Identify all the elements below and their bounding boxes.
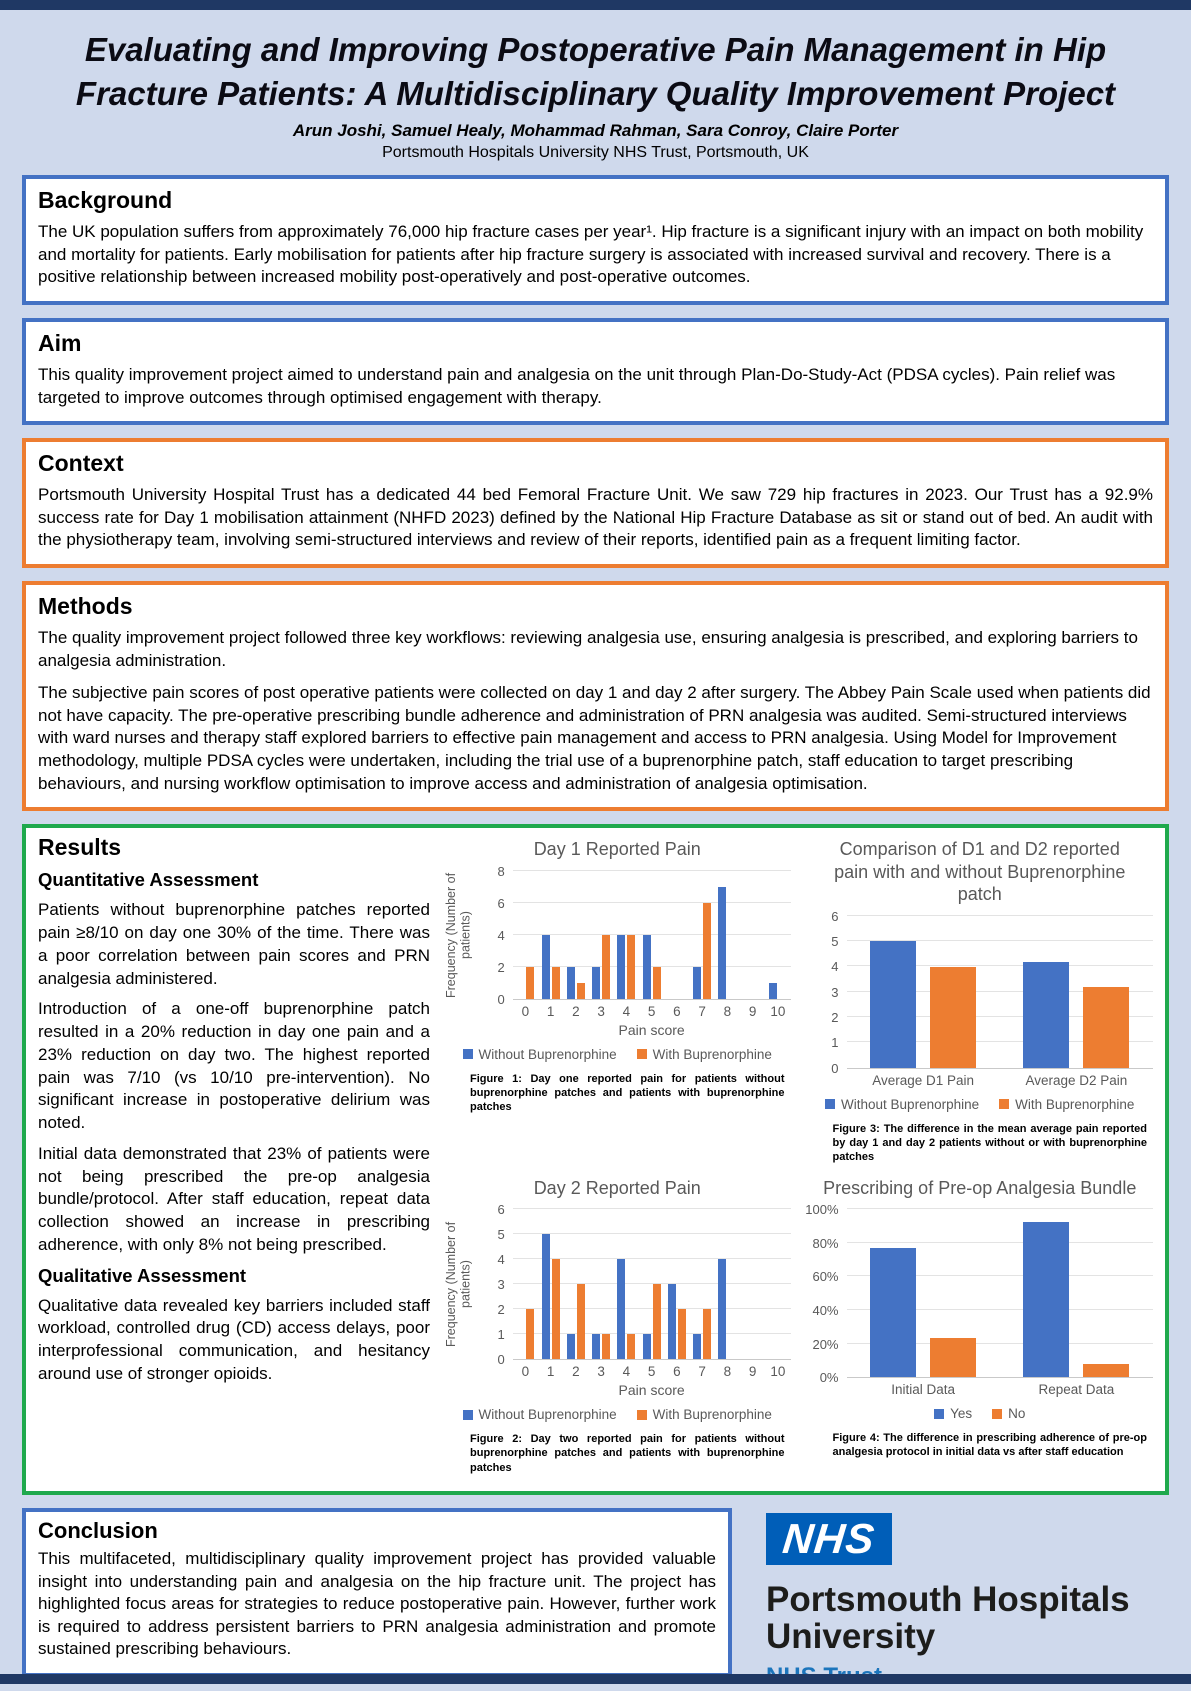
bar <box>526 967 534 999</box>
bar <box>930 1338 976 1377</box>
y-tick-label: 20% <box>812 1336 839 1352</box>
x-tick-label: 6 <box>673 1364 681 1380</box>
chart-title: Comparison of D1 and D2 reported pain with and without Buprenorphine patch <box>834 839 1126 905</box>
bar <box>693 1334 701 1359</box>
figure-3-caption: Figure 3: The difference in the mean average pain reported by day 1 and day 2 patients without or with buprenorphine patches <box>832 1122 1147 1164</box>
bar <box>542 1234 550 1359</box>
legend-item <box>463 1407 617 1422</box>
x-tick-label: Average D2 Pain <box>1025 1072 1128 1088</box>
y-tick-label: 2 <box>831 1010 839 1026</box>
bar-group <box>614 935 639 999</box>
chart-title: Day 1 Reported Pain <box>533 839 701 860</box>
x-tick-label: 9 <box>748 1364 757 1380</box>
legend-item <box>637 1407 772 1422</box>
bar <box>542 935 550 999</box>
bar-group <box>538 1234 563 1359</box>
quantitative-paragraph-1: Patients without buprenorphine patches reported pain ≥8/10 on day one 30% of the time. There was a poor correlation between pain scores and PRN analgesia administered. <box>38 900 430 988</box>
y-tick-label: 6 <box>831 908 839 924</box>
bar <box>627 1334 635 1359</box>
conclusion-heading: Conclusion <box>38 1518 158 1544</box>
bar-group <box>639 935 664 999</box>
quantitative-paragraph-3: Initial data demonstrated that 23% of patients were not being prescribed the pre-op analgesia bundle/protocol. After staff education, repeat data collection showed an increase in prescribing adherence, with only 8% not being prescribed. <box>38 1143 430 1254</box>
bar-group <box>639 1284 664 1359</box>
legend-item <box>934 1406 972 1421</box>
x-tick-label: 5 <box>647 1003 656 1019</box>
y-tick-label: 2 <box>497 959 505 975</box>
bar <box>703 1309 711 1359</box>
bar-group <box>690 1309 715 1359</box>
bar-group <box>589 1334 614 1359</box>
bar-groups <box>847 1209 1154 1377</box>
bar <box>567 1334 575 1359</box>
aim-body: This quality improvement project aimed to understand pain and analgesia on the unit through Plan-Do-Study-Act (PDSA cycles). Pain relief was targeted to improve outcomes through optimised engagement with therapy. <box>38 364 1116 407</box>
preop-bundle-prescribing-chart <box>807 1171 1154 1422</box>
x-tick-label: 3 <box>597 1003 605 1019</box>
y-tick-label: 3 <box>497 1277 505 1293</box>
bar-groups <box>513 1209 791 1359</box>
y-tick-label: 2 <box>497 1302 505 1318</box>
quantitative-paragraph-2: Introduction of a one-off buprenorphine patch resulted in a 20% reduction in day one pain and a 23% reduction on day two. The highest reported pain was 7/10 (vs 10/10 pre-intervention). No significant increase in postoperative delirium was noted. <box>38 999 430 1133</box>
quantitative-heading: Quantitative Assessment <box>38 869 259 891</box>
chart-title: Prescribing of Pre-op Analgesia Bundle <box>823 1177 1137 1198</box>
legend <box>444 1047 791 1062</box>
legend-label: With Buprenorphine <box>652 1046 772 1062</box>
nhs-logo-text: NHS <box>780 1515 878 1563</box>
bar <box>668 1284 676 1359</box>
legend-label: Without Buprenorphine <box>478 1046 617 1062</box>
bar <box>617 935 625 999</box>
context-heading: Context <box>38 450 124 477</box>
legend-item <box>825 1097 979 1112</box>
bar <box>718 1259 726 1359</box>
x-tick-label: 1 <box>546 1003 555 1019</box>
top-border-bar <box>0 0 1191 10</box>
bar-group <box>1000 1222 1153 1377</box>
bar-group <box>765 983 790 999</box>
x-tick-label: 6 <box>673 1003 681 1019</box>
bar-groups <box>513 871 791 999</box>
affiliation-line: Portsmouth Hospitals University NHS Trust, Portsmouth, UK <box>382 144 809 162</box>
bar-group <box>589 935 614 999</box>
x-tick-label: Average D1 Pain <box>872 1072 975 1088</box>
bar-group <box>664 1284 689 1359</box>
legend-label: Without Buprenorphine <box>478 1407 617 1423</box>
figure-4-caption: Figure 4: The difference in prescribing adherence of pre-op analgesia protocol in initial data vs after staff education <box>832 1432 1147 1459</box>
x-tick-label: 4 <box>622 1003 631 1019</box>
bar-group <box>563 1284 588 1359</box>
y-tick-label: 80% <box>812 1235 839 1251</box>
legend-marker <box>992 1409 1002 1419</box>
x-tick-label: 7 <box>698 1364 706 1380</box>
legend-item <box>999 1097 1134 1112</box>
section-aim <box>22 318 1169 425</box>
y-axis <box>805 1202 847 1386</box>
background-body: The UK population suffers from approximately 76,000 hip fracture cases per year¹. Hip fracture is a significant injury with an impact on both mobility and mortality for patients. Early mobilisation for patients after hip fracture surgery is associated with increased survival and recovery. There is a positive relationship between increased mobility post-operatively and post-operative outcomes. <box>38 222 1144 287</box>
bar-groups <box>847 916 1154 1068</box>
plot-area <box>513 871 791 1000</box>
trust-name-line-1: Portsmouth Hospitals <box>766 1580 1130 1620</box>
bar-group <box>513 1309 538 1359</box>
y-axis <box>473 863 513 1007</box>
bar-group <box>690 903 715 999</box>
chart-body <box>444 863 791 1038</box>
bar <box>643 935 651 999</box>
y-tick-label: 0 <box>831 1060 839 1076</box>
bar <box>930 967 976 1068</box>
plot-column <box>513 1209 791 1398</box>
y-tick-label: 8 <box>497 863 505 879</box>
x-tick-label: 10 <box>770 1003 786 1019</box>
methods-paragraph-2: The subjective pain scores of post operative patients were collected on day 1 and day 2 after surgery. The Abbey Pain Scale used when patients did not have capacity. The pre-operative prescribing bundle adherence and administration of PRN analgesia was audited. Semi-structured interviews with ward nurses and therapy staff explored barriers to effective pain management and access to PRN analgesia. Using Model for Improvement methodology, multiple PDSA cycles were undertaken, including the trial use of a buprenorphine patch, staff education to target prescribing behaviours, and nursing workflow optimisation to improve access and administration of analgesia optimisation. <box>38 683 1151 793</box>
bar <box>602 1334 610 1359</box>
aim-heading: Aim <box>38 329 82 356</box>
bar <box>1023 1222 1069 1377</box>
y-tick-label: 40% <box>812 1302 839 1318</box>
figure-4-cell <box>807 1171 1154 1466</box>
figure-1-cell <box>444 832 791 1120</box>
legend-marker <box>463 1410 473 1420</box>
conclusion-body: This multifaceted, multidisciplinary quality improvement project has provided valuable insight into understanding pain and analgesia on the hip fracture unit. The project has highlighted focus areas for strategies to reduce postoperative pain. However, further work is required to address persistent barriers to PRN analgesia administration and promote sustained prescribing behaviours. <box>38 1549 716 1659</box>
section-conclusion <box>22 1508 732 1677</box>
x-tick-label: 4 <box>622 1364 631 1380</box>
figure-3-cell <box>807 832 1154 1170</box>
bar <box>627 935 635 999</box>
legend-label: No <box>1008 1406 1026 1422</box>
y-tick-label: 1 <box>831 1035 839 1051</box>
legend-label: Without Buprenorphine <box>841 1096 980 1112</box>
bar-group <box>614 1259 639 1359</box>
legend-marker <box>999 1099 1009 1109</box>
bar-group <box>538 935 563 999</box>
y-tick-label: 4 <box>497 1252 505 1268</box>
x-tick-label: 2 <box>572 1003 580 1019</box>
y-tick-label: 5 <box>497 1227 505 1243</box>
bar-group <box>715 1259 740 1359</box>
legend-label: With Buprenorphine <box>652 1407 772 1423</box>
results-charts-grid <box>444 832 1153 1481</box>
bar <box>552 967 560 999</box>
y-tick-label: 0 <box>497 991 505 1007</box>
x-axis-label: Pain score <box>618 1382 685 1399</box>
y-tick-label: 100% <box>805 1202 839 1218</box>
y-axis <box>473 1202 513 1368</box>
y-tick-label: 4 <box>497 927 505 943</box>
x-tick-label: Repeat Data <box>1038 1382 1115 1398</box>
chart-body <box>444 1202 791 1399</box>
x-tick-label: Initial Data <box>891 1382 956 1398</box>
y-axis <box>807 908 847 1076</box>
x-axis-label: Pain score <box>618 1021 685 1038</box>
legend-marker <box>637 1410 647 1420</box>
bar <box>552 1259 560 1359</box>
legend-marker <box>463 1049 473 1059</box>
nhs-logo-block <box>766 1513 1130 1691</box>
y-tick-label: 5 <box>831 934 839 950</box>
section-methods <box>22 581 1169 811</box>
x-tick-label: 10 <box>770 1364 786 1380</box>
bar <box>617 1259 625 1359</box>
d1-d2-comparison-chart <box>807 832 1154 1112</box>
bar <box>703 903 711 999</box>
bar <box>870 1248 916 1377</box>
bar <box>526 1309 534 1359</box>
legend <box>807 1406 1154 1421</box>
bar <box>678 1309 686 1359</box>
plot-column <box>513 871 791 1038</box>
results-heading: Results <box>38 834 122 861</box>
bar-group <box>847 941 1000 1068</box>
legend <box>444 1407 791 1422</box>
bar <box>577 1284 585 1359</box>
legend <box>807 1097 1154 1112</box>
bar <box>567 967 575 999</box>
chart-title: Day 2 Reported Pain <box>533 1177 701 1198</box>
results-text-column <box>38 832 430 1481</box>
bar-group <box>847 1248 1000 1377</box>
figure-2-caption: Figure 2: Day two reported pain for patients without buprenorphine patches and patients with buprenorphine patches <box>470 1433 785 1474</box>
bar <box>577 983 585 999</box>
y-tick-label: 0% <box>819 1370 839 1386</box>
legend-marker <box>637 1049 647 1059</box>
x-tick-label: 7 <box>698 1003 706 1019</box>
legend-item <box>463 1047 617 1062</box>
x-tick-label: 0 <box>521 1364 530 1380</box>
bar <box>653 1284 661 1359</box>
plot-column <box>847 1209 1154 1397</box>
day2-pain-chart <box>444 1171 791 1423</box>
chart-body <box>805 1202 1154 1398</box>
bar-group <box>715 887 740 999</box>
chart-body <box>807 908 1154 1088</box>
legend-item <box>637 1047 772 1062</box>
x-tick-label: 8 <box>723 1364 732 1380</box>
x-tick-labels <box>847 1382 1154 1397</box>
section-background <box>22 175 1169 305</box>
x-tick-label: 0 <box>521 1003 530 1019</box>
bar-group <box>563 967 588 999</box>
plot-area <box>847 1209 1154 1378</box>
x-tick-label: 8 <box>723 1003 732 1019</box>
nhs-logo-icon <box>766 1513 892 1565</box>
bar <box>643 1334 651 1359</box>
legend-item <box>992 1406 1025 1421</box>
x-tick-labels <box>513 1004 791 1019</box>
bar <box>870 941 916 1068</box>
x-tick-label: 9 <box>748 1003 757 1019</box>
background-heading: Background <box>38 187 173 214</box>
y-tick-label: 60% <box>812 1269 839 1285</box>
figure-1-caption: Figure 1: Day one reported pain for patients without buprenorphine patches and patients with buprenorphine patches <box>470 1072 785 1114</box>
y-tick-label: 6 <box>497 895 505 911</box>
methods-paragraph-1: The quality improvement project followed three key workflows: reviewing analgesia use, ensuring analgesia is prescribed, and exploring barriers to analgesia administration. <box>38 627 1138 670</box>
bar <box>1023 962 1069 1068</box>
x-tick-label: 5 <box>647 1364 656 1380</box>
bottom-border-bar <box>0 1674 1191 1684</box>
y-axis-label: Frequency (Number of patients) <box>444 872 473 998</box>
legend-label: With Buprenorphine <box>1015 1096 1135 1112</box>
figure-2-cell <box>444 1171 791 1481</box>
plot-area <box>847 916 1154 1069</box>
bar <box>1083 987 1129 1068</box>
bar <box>653 967 661 999</box>
x-tick-label: 2 <box>572 1364 580 1380</box>
x-tick-labels <box>513 1364 791 1379</box>
x-tick-label: 1 <box>546 1364 555 1380</box>
bar-group <box>1000 962 1153 1068</box>
trust-name-line-2: University <box>766 1617 936 1657</box>
bar <box>693 967 701 999</box>
authors-line: Arun Joshi, Samuel Healy, Mohammad Rahman, Sara Conroy, Claire Porter <box>292 121 899 141</box>
plot-column <box>847 916 1154 1088</box>
section-results <box>22 824 1169 1495</box>
qualitative-paragraph: Qualitative data revealed key barriers included staff workload, controlled drug (CD) access delays, poor interprofessional communication, and hesitancy around use of stronger opioids. <box>38 1295 430 1384</box>
section-context <box>22 438 1169 568</box>
bottom-row <box>22 1495 1169 1691</box>
methods-heading: Methods <box>38 592 133 619</box>
x-tick-labels <box>847 1073 1154 1088</box>
bar <box>592 1334 600 1359</box>
y-tick-label: 0 <box>497 1352 505 1368</box>
context-body: Portsmouth University Hospital Trust has a dedicated 44 bed Femoral Fracture Unit. We saw 729 hip fractures in 2023. Our Trust has a 92.9% success rate for Day 1 mobilisation attainment (NHFD 2023) defined by the National Hip Fracture Database as sit or stand out of bed. An audit with the physiotherapy team, involving semi-structured interviews and review of their reports, identified pain as a frequent limiting factor. <box>38 485 1153 550</box>
bar <box>592 967 600 999</box>
x-tick-label: 3 <box>597 1364 605 1380</box>
legend-marker <box>934 1409 944 1419</box>
bar-group <box>513 967 538 999</box>
bar <box>1083 1364 1129 1377</box>
y-tick-label: 4 <box>831 959 839 975</box>
plot-area <box>513 1209 791 1360</box>
legend-label: Yes <box>950 1406 973 1422</box>
y-tick-label: 3 <box>831 984 839 1000</box>
y-tick-label: 6 <box>497 1202 505 1218</box>
day1-pain-chart <box>444 832 791 1062</box>
bar <box>602 935 610 999</box>
qualitative-heading: Qualitative Assessment <box>38 1264 247 1286</box>
y-axis-label: Frequency (Number of patients) <box>444 1221 473 1347</box>
poster-title: Evaluating and Improving Postoperative Pain Management in Hip Fracture Patients: A Multidisciplinary Quality Improvement Project <box>75 31 1116 112</box>
legend-marker <box>825 1099 835 1109</box>
bar <box>718 887 726 999</box>
bar <box>769 983 777 999</box>
y-tick-label: 1 <box>497 1327 505 1343</box>
